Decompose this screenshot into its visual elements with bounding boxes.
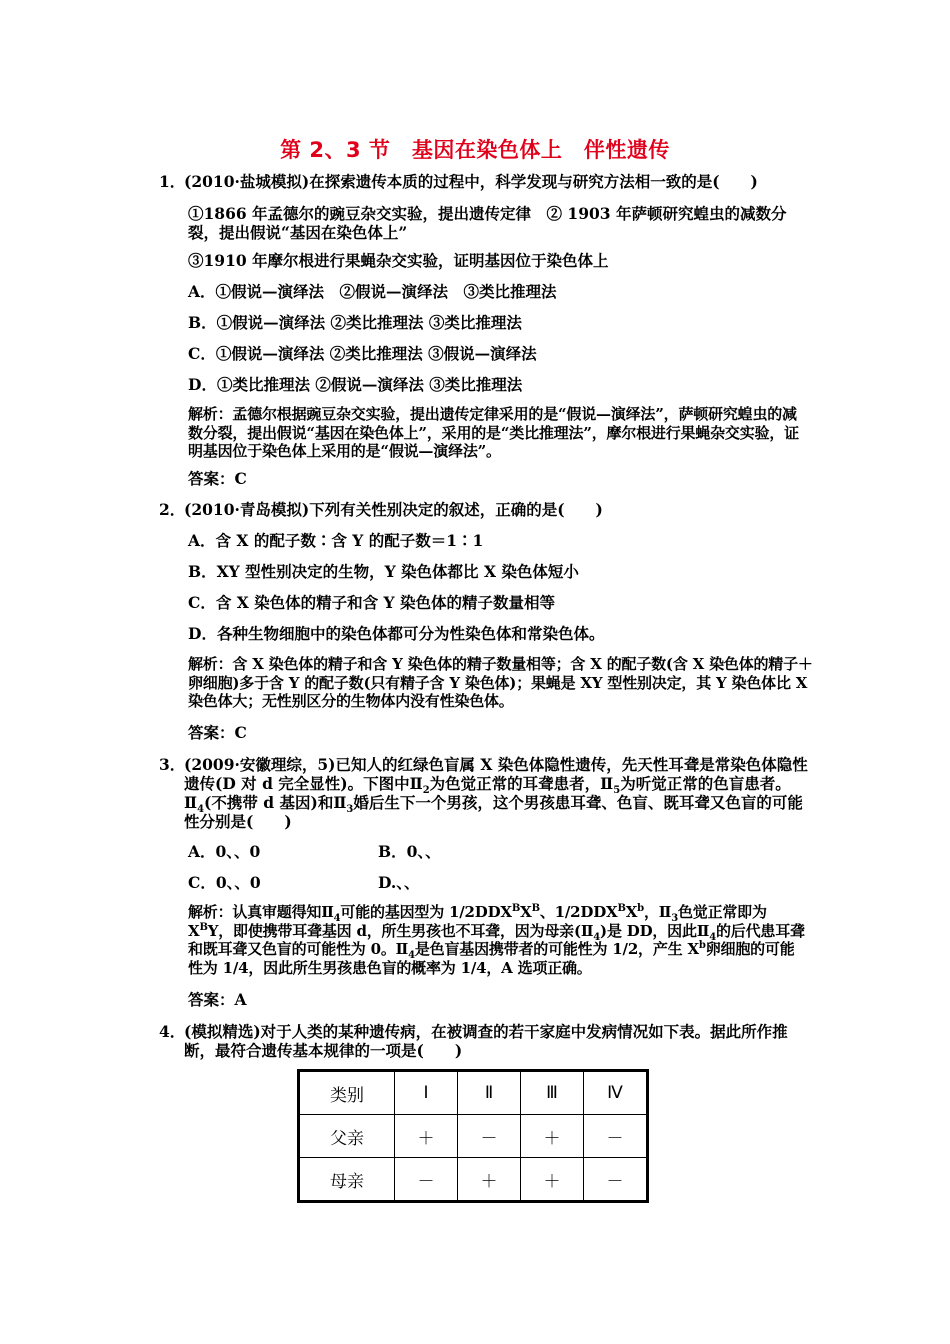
q1-item-3: ③1910 年摩尔根进行果蝇杂交实验，证明基因位于染色体上: [188, 251, 609, 270]
q1-option-a: A．①假说—演绎法 ②假说—演绎法 ③类比推理法: [188, 282, 557, 301]
q3-option-b: B．0、、: [378, 842, 441, 861]
q4-stem: (模拟精选)对于人类的某种遗传病，在被调查的若干家庭中发病情况如下表。据此所作推断，最符合遗传基本规律的一项是( ): [184, 1022, 788, 1060]
table-header-row: [299, 1071, 648, 1115]
q1-item-1-2: ①1866 年孟德尔的豌豆杂交实验，提出遗传定律 ② 1903 年萨顿研究蝗虫的减数分裂，提出假说“基因在染色体上”: [188, 204, 787, 242]
table-cell: －: [584, 1115, 648, 1158]
table-header-cell: Ⅰ: [395, 1071, 458, 1115]
table-header-cell: Ⅲ: [521, 1071, 584, 1115]
q2-answer: 答案：C: [188, 723, 247, 742]
table-cell: 父亲: [299, 1115, 395, 1158]
q2-option-c: C．含 X 染色体的精子和含 Y 染色体的精子数量相等: [188, 593, 556, 612]
table-cell: ＋: [521, 1158, 584, 1202]
table-cell: ＋: [458, 1158, 521, 1202]
table-cell: －: [458, 1115, 521, 1158]
q2-number: 2．: [159, 500, 186, 519]
q2-option-a: A．含 X 的配子数∶含 Y 的配子数＝1∶1: [188, 531, 484, 550]
q3-option-d: D.、、: [378, 873, 420, 892]
q1-option-c: C．①假说—演绎法 ②类比推理法 ③假说—演绎法: [188, 344, 537, 363]
table-header-cell: 类别: [299, 1071, 395, 1115]
table-cell: －: [584, 1158, 648, 1202]
q1-analysis: 解析：孟德尔根据豌豆杂交实验，提出遗传定律采用的是“假说—演绎法”，萨顿研究蝗虫的减数分裂，提出假说“基因在染色体上”，采用的是“类比推理法”，摩尔根进行果蝇杂交实验，证明基因位于染色体上采用的是“假说—演绎法”。: [188, 405, 799, 461]
table-row: [299, 1158, 648, 1202]
q1-answer: 答案：C: [188, 469, 247, 488]
q3-answer: 答案：A: [188, 990, 247, 1009]
q2-stem: (2010·青岛模拟)下列有关性别决定的叙述，正确的是( ): [184, 500, 603, 519]
table-row: [299, 1115, 648, 1158]
q1-option-b: B．①假说—演绎法 ②类比推理法 ③类比推理法: [188, 313, 522, 332]
table-cell: ＋: [395, 1115, 458, 1158]
q1-number: 1．: [159, 172, 186, 191]
table-cell: ＋: [521, 1115, 584, 1158]
table-cell: －: [395, 1158, 458, 1202]
table-cell: 母亲: [299, 1158, 395, 1202]
table-header-cell: Ⅳ: [584, 1071, 648, 1115]
page-title: 第 2、3 节 基因在染色体上 伴性遗传: [280, 138, 670, 162]
q3-option-a: A．0、、0: [188, 842, 261, 861]
q4-number: 4．: [159, 1022, 186, 1041]
pedigree-data-table: [297, 1069, 649, 1203]
q1-stem: (2010·盐城模拟)在探索遗传本质的过程中，科学发现与研究方法相一致的是( ): [184, 172, 758, 191]
table-header-cell: Ⅱ: [458, 1071, 521, 1115]
q2-option-b: B．XY 型性别决定的生物，Y 染色体都比 X 染色体短小: [188, 562, 579, 581]
q1-option-d: D．①类比推理法 ②假说—演绎法 ③类比推理法: [188, 375, 523, 394]
q3-stem: (2009·安徽理综，5)已知人的红绿色盲属 X 染色体隐性遗传，先天性耳聋是常染色体隐性遗传(D 对 d 完全显性)。下图中$Ⅱ_2$为色觉正常的耳聋患者，$Ⅱ_5$为听觉正常的色盲患者。$Ⅱ_4$(不携带 d 基因)和$Ⅱ_3$婚后生下一个男孩，这个男孩患耳聋、色盲、既耳聋又色盲的可能性分别是( ): [184, 755, 808, 831]
q2-option-d: D．各种生物细胞中的染色体都可分为性染色体和常染色体。: [188, 624, 605, 643]
q3-analysis: 解析：认真审题得知$Ⅱ_4$可能的基因型为 $1/2DDX^BX^B$、$1/2DDX^BX^b$，$Ⅱ_3$色觉正常即为 $X^BY$，即使携带耳聋基因 d，所生男孩也不耳聋，因为母亲$(Ⅱ_4)$是 DD，因此$Ⅱ_4$的后代患耳聋和既耳聋又色盲的可能性为 0。$Ⅱ_4$是色盲基因携带者的可能性为 1/2，产生 $X^b$卵细胞的可能性为 1/4，因此所生男孩患色盲的概率为 1/4，A 选项正确。: [188, 903, 805, 977]
q3-number: 3．: [159, 755, 186, 774]
q3-option-c: C．0、、0: [188, 873, 261, 892]
q2-analysis: 解析：含 X 染色体的精子和含 Y 染色体的精子数量相等；含 X 的配子数(含 X 染色体的精子＋卵细胞)多于含 Y 的配子数(只有精子含 Y 染色体)；果蝇是 XY 型性别决定，其 Y 染色体比 X 染色体大；无性别区分的生物体内没有性染色体。: [188, 655, 813, 711]
